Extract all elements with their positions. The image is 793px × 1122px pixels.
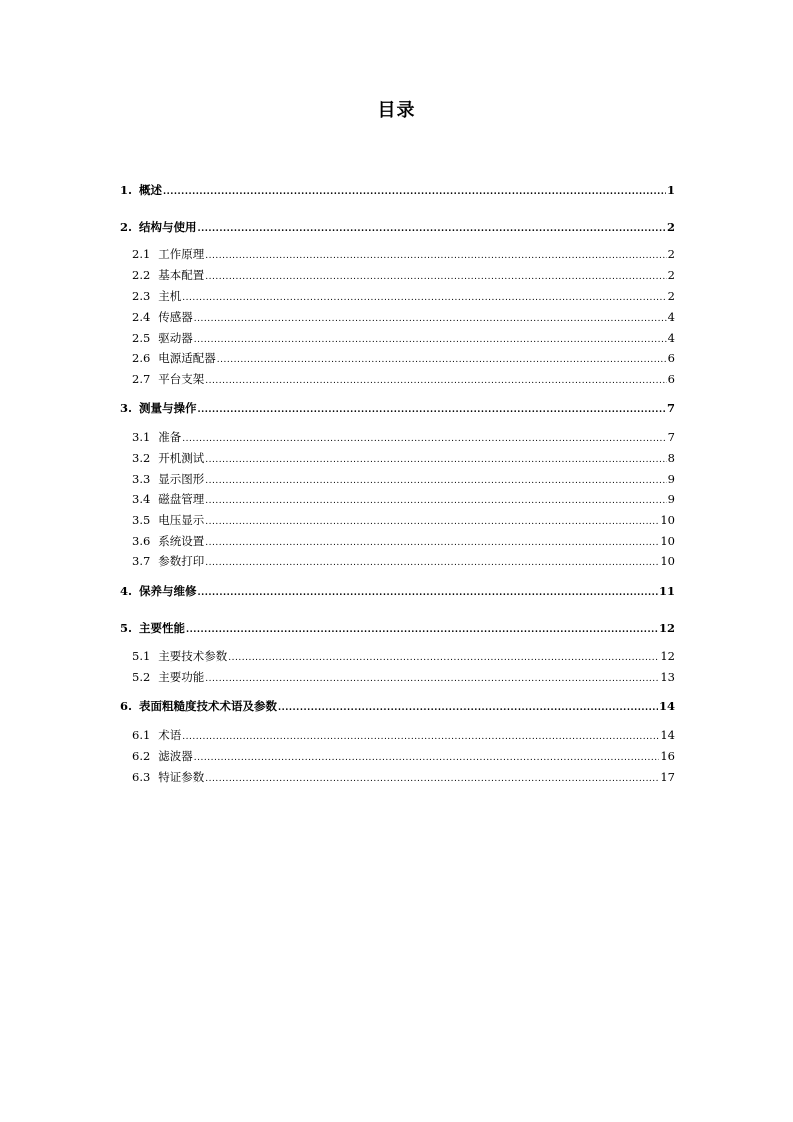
toc-entry-number: 1. [120,183,133,197]
toc-entry-page: 7 [666,401,675,415]
toc-entry-title: 术语 [158,728,182,742]
toc-leader-dots [205,555,659,571]
toc-leader-dots [194,332,667,348]
toc-entry-title: 参数打印 [158,554,205,568]
toc-leader-dots [163,184,666,200]
toc-entry-page: 16 [660,749,675,763]
toc-entry-number: 2.5 [132,331,151,345]
toc-leader-dots [217,352,667,368]
toc-entry-page: 4 [667,310,675,324]
toc-leader-dots [186,622,658,638]
toc-entry-number: 2.7 [132,372,151,386]
toc-entry[interactable] [132,727,675,743]
toc-leader-dots [194,750,660,766]
toc-entry[interactable] [132,553,675,569]
toc-entry-page: 6 [667,372,675,386]
toc-entry-title: 准备 [158,430,182,444]
toc-entry-title: 电压显示 [158,513,205,527]
toc-entry-number: 2.6 [132,351,151,365]
toc-entry[interactable] [132,350,675,366]
toc-entry-number: 3. [120,401,133,415]
toc-leader-dots [278,700,658,716]
toc-title: 目录 [377,100,416,121]
toc-entry-number: 6.2 [132,749,151,763]
toc-entry-page: 12 [660,649,675,663]
toc-entry-title: 工作原理 [158,247,205,261]
toc-entry-number: 3.6 [132,534,151,548]
toc-entry[interactable] [132,246,675,262]
toc-leader-dots [182,729,659,745]
toc-entry-page: 8 [667,451,675,465]
toc-entry-page: 2 [667,247,675,261]
toc-leader-dots [198,221,666,237]
toc-entry-title: 基本配置 [158,268,205,282]
toc-leader-dots [205,373,666,389]
toc-leader-dots [205,771,659,787]
toc-entry-title: 传感器 [158,310,193,324]
toc-entry-number: 3.7 [132,554,151,568]
toc-entry[interactable] [132,471,675,487]
toc-entry-page: 14 [660,728,675,742]
toc-entry-page: 1 [666,183,675,197]
toc-leader-dots [205,452,666,468]
toc-entry-page: 2 [667,289,675,303]
toc-leader-dots [205,493,666,509]
toc-leader-dots [205,248,666,264]
toc-entry-title: 主要技术参数 [158,649,228,663]
toc-entry-title: 开机测试 [158,451,205,465]
toc-entry-number: 6.1 [132,728,151,742]
toc-entry[interactable] [132,267,675,283]
toc-entry[interactable] [132,512,675,528]
toc-entry-title: 特证参数 [158,770,205,784]
toc-leader-dots [228,650,659,666]
toc-entry-page: 6 [667,351,675,365]
toc-leader-dots [198,402,666,418]
toc-entry[interactable] [132,288,675,304]
toc-entry[interactable] [120,583,675,599]
toc-entry-number: 5.1 [132,649,151,663]
toc-entry-page: 14 [658,699,675,713]
toc-entry-page: 12 [658,621,675,635]
toc-entry-page: 11 [658,584,675,598]
toc-entry[interactable] [120,620,675,636]
toc-entry-title: 系统设置 [158,534,205,548]
toc-entry[interactable] [132,371,675,387]
toc-entry-page: 2 [666,220,675,234]
toc-entry[interactable] [132,309,675,325]
toc-entry[interactable] [132,669,675,685]
toc-entry-title: 主要功能 [158,670,205,684]
toc-entry-number: 3.2 [132,451,151,465]
toc-entry-number: 3.5 [132,513,151,527]
toc-entry[interactable] [132,429,675,445]
toc-entry[interactable] [132,648,675,664]
toc-entry-number: 6.3 [132,770,151,784]
toc-entry-title: 电源适配器 [158,351,216,365]
toc-entry-page: 17 [660,770,675,784]
toc-entry-title: 概述 [139,183,163,197]
toc-entry-number: 5.2 [132,670,151,684]
toc-entry-page: 10 [660,534,675,548]
toc-leader-dots [182,290,666,306]
toc-entry-page: 2 [667,268,675,282]
toc-entry-page: 10 [660,554,675,568]
toc-entry-number: 6. [120,699,133,713]
toc-leader-dots [205,269,666,285]
toc-entry-page: 9 [667,492,675,506]
toc-entry[interactable] [132,450,675,466]
toc-entry[interactable] [120,400,675,416]
toc-leader-dots [205,671,659,687]
toc-entry-page: 10 [660,513,675,527]
toc-entry-page: 13 [660,670,675,684]
toc-entry-title: 滤波器 [158,749,193,763]
toc-entry-number: 2.1 [132,247,151,261]
toc-entry-title: 保养与维修 [139,584,197,598]
toc-entry-page: 4 [667,331,675,345]
toc-entry[interactable] [132,330,675,346]
toc-entry-title: 表面粗糙度技术术语及参数 [139,699,278,713]
toc-leader-dots [182,431,666,447]
toc-entry[interactable] [132,769,675,785]
toc-entry[interactable] [132,748,675,764]
toc-entry-title: 磁盘管理 [158,492,205,506]
toc-entry-number: 2.2 [132,268,151,282]
toc-entry[interactable] [120,698,675,714]
toc-entry-title: 显示图形 [158,472,205,486]
toc-entry-number: 5. [120,621,133,635]
toc-entry-number: 2. [120,220,133,234]
toc-entry-page: 7 [667,430,675,444]
toc-entry[interactable] [120,182,675,198]
toc-entry-title: 驱动器 [158,331,193,345]
toc-entry-page: 9 [667,472,675,486]
toc-leader-dots [194,311,667,327]
toc-entry-number: 3.1 [132,430,151,444]
toc-leader-dots [205,473,666,489]
toc-leader-dots [205,535,659,551]
toc-entry-number: 2.3 [132,289,151,303]
toc-entry[interactable] [120,219,675,235]
toc-entry-number: 4. [120,584,133,598]
toc-entry-number: 3.3 [132,472,151,486]
toc-entry[interactable] [132,491,675,507]
toc-entry-title: 平台支架 [158,372,205,386]
toc-leader-dots [205,514,659,530]
toc-entry-title: 主要性能 [139,621,186,635]
toc-entry-title: 主机 [158,289,182,303]
toc-entry-title: 测量与操作 [139,401,197,415]
toc-entry-number: 2.4 [132,310,151,324]
toc-entry-number: 3.4 [132,492,151,506]
toc-entry-title: 结构与使用 [139,220,197,234]
toc-leader-dots [198,585,658,601]
toc-entry[interactable] [132,533,675,549]
